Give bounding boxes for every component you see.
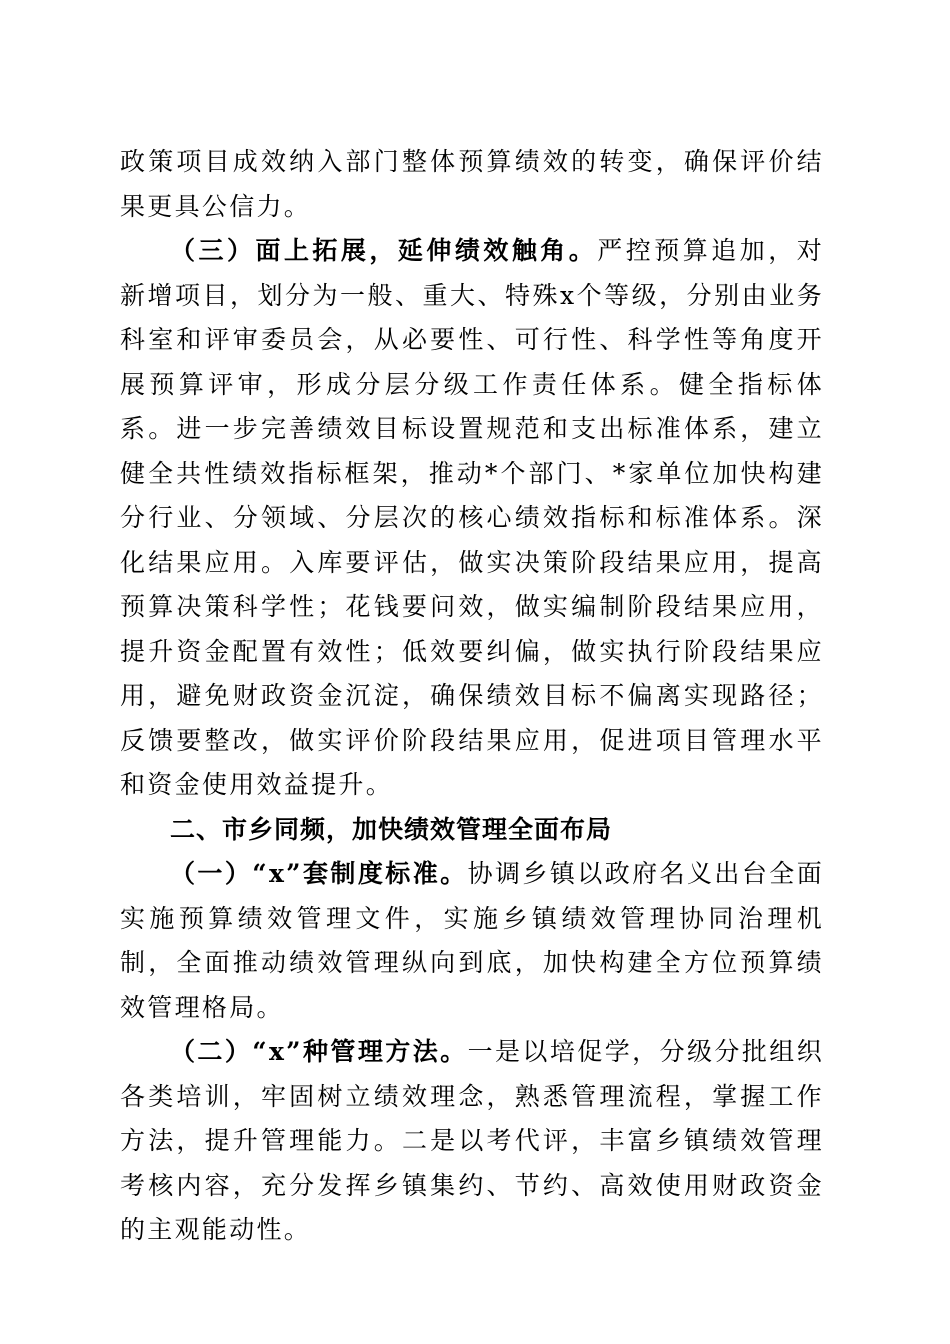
paragraph-text: 协调乡镇以政府名义出台全面实施预算绩效管理文件，实施乡镇绩效管理协同治理机制，全面推动绩效管理纵向到底，加快构建全方位预算绩效管理格局。 [120,859,825,1022]
paragraph-text: 政策项目成效纳入部门整体预算绩效的转变，确保评价结果更具公信力。 [120,147,824,221]
paragraph-section-3 [120,229,824,808]
document-body [120,140,824,1253]
paragraph-text: 一是以培促学，分级分批组织各类培训，牢固树立绩效理念，熟悉管理流程，掌握工作方法，提升管理能力。二是以考代评，丰富乡镇绩效管理考核内容，充分发挥乡镇集约、节约、高效使用财政资金的主观能动性。 [120,1037,825,1244]
paragraph-subsection-1 [120,852,824,1030]
paragraph-text: 严控预算追加，对新增项目，划分为一般、重大、特殊x个等级，分别由业务科室和评审委员会，从必要性、可行性、科学性等角度开展预算评审，形成分层分级工作责任体系。健全指标体系。进一步完善绩效目标设置规范和支出标准体系，建立健全共性绩效指标框架，推动*个部门、*家单位加快构建分行业、分领域、分层次的核心绩效指标和标准体系。深化结果应用。入库要评估，做实决策阶段结果应用，提高预算决策科学性；花钱要问效，做实编制阶段结果应用，提升资金配置有效性；低效要纠偏，做实执行阶段结果应用，避免财政资金沉淀，确保绩效目标不偏离实现路径；反馈要整改，做实评价阶段结果应用，促进项目管理水平和资金使用效益提升。 [120,236,824,799]
paragraph-lead: （一）“x”套制度标准。 [170,859,468,888]
paragraph-subsection-2 [120,1030,824,1253]
paragraph-lead: （三）面上拓展，延伸绩效触角。 [170,236,598,265]
paragraph-continuation [120,140,824,229]
paragraph-lead: （二）“x”种管理方法。 [170,1037,468,1066]
section-heading: 二、市乡同频，加快绩效管理全面布局 [170,814,613,844]
